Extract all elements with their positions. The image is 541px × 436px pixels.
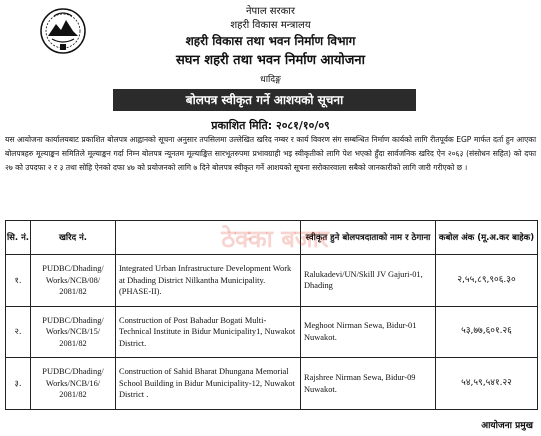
header-department: शहरी विकास तथा भवन निर्माण विभाग (185, 34, 356, 48)
header-government: नेपाल सरकार (246, 6, 295, 17)
table-row (6, 358, 538, 410)
cell-project-name: Construction of Post Bahadur Bogati Multi-Technical Institute in Bidur Municipality1, Nuwakot District. (116, 306, 301, 358)
col-header-bidder: स्वीकृत हुने बोलपत्रदाताको नाम र ठेगाना (301, 221, 436, 255)
header-project-office: सघन शहरी तथा भवन निर्माण आयोजना (176, 53, 365, 68)
header-ministry: शहरी विकास मन्त्रालय (230, 20, 311, 31)
signature-project-chief: आयोजना प्रमुख (481, 421, 533, 431)
notice-title-banner: बोलपत्र स्वीकृत गर्ने आशयको सूचना (113, 89, 416, 111)
col-header-bid-amount: कबोल अंक (मू.अ.कर बाहेक) (436, 221, 538, 255)
cell-serial: ३. (6, 358, 31, 410)
contract-award-table (5, 220, 538, 410)
site-watermark: ठेक्का बजार (221, 225, 329, 253)
cell-serial: २. (6, 306, 31, 358)
cell-bidder: Rajshree Nirman Sewa, Bidur-09 Nuwakot. (301, 358, 436, 410)
col-header-serial: सि. नं. (6, 221, 31, 255)
cell-bid-amount: २,५५,८९,९०६.३० (436, 255, 538, 307)
notice-body-text: यस आयोजना कार्यालयबाट प्रकाशित बोलपत्र आह्वानको सूचना अनुसार तपसिलमा उल्लेखित खरिद नम्बर र कार्य विवरण संग सम्बन्धित निर्माण कार्यको लागि रीतपूर्वक EGP मार्फत दर्ता हुन आएका बोलपत्रहरु मूल्याङ्कन समितिले मूल्याङ्कन गर्दा निम्न बोलपत्र न्यूनतम मूल्याङ्कित सारभूतरुपमा प्रभावग्राही भइ स्वीकृतीको लागि पेश भएको हुँदा सार्वजनिक खरिद ऐन २०६३ (संसोधन सहित) को दफा २७ को उपदफा २ र ३ तथा सोहि ऐनको दफा ४७ को प्रयोजनको लागि ७ दिने बोलपत्र स्वीकृत गर्ने आशयको सूचना सरोकारवाला सबैको जानकारीको लागि जारी गरीएको छ । (5, 135, 536, 172)
cell-procurement-no: PUDBC/Dhading/ Works/NCB/16/ 2081/82 (31, 358, 116, 410)
cell-bid-amount: ५३,७७,६०१.२६ (436, 306, 538, 358)
col-header-project-name: योजनाको नाम (116, 221, 301, 255)
table-row (6, 255, 538, 307)
cell-project-name: Integrated Urban Infrastructure Development Work at Dhading District Nilkantha Municipality. (PHASE-II). (116, 255, 301, 307)
table-row (6, 306, 538, 358)
cell-bidder: Ralukadevi/UN/Skill JV Gajuri-01, Dhading (301, 255, 436, 307)
table-header-row (6, 221, 538, 255)
cell-serial: १. (6, 255, 31, 307)
published-date: प्रकाशित मिति: २०८१/१०/०९ (211, 119, 330, 132)
cell-bid-amount: ५४,५९,५४१.२२ (436, 358, 538, 410)
col-header-procurement-no: खरिद नं. (31, 221, 116, 255)
cell-procurement-no: PUDBC/Dhading/ Works/NCB/08/ 2081/82 (31, 255, 116, 307)
cell-project-name: Construction of Sahid Bharat Dhungana Memorial School Building in Bidur Municipality-12, Nuwakot District . (116, 358, 301, 410)
cell-bidder: Meghoot Nirman Sewa, Bidur-01 Nuwakot. (301, 306, 436, 358)
cell-procurement-no: PUDBC/Dhading/ Works/NCB/15/ 2081/82 (31, 306, 116, 358)
header-location: धादिङ्ग (260, 75, 281, 85)
